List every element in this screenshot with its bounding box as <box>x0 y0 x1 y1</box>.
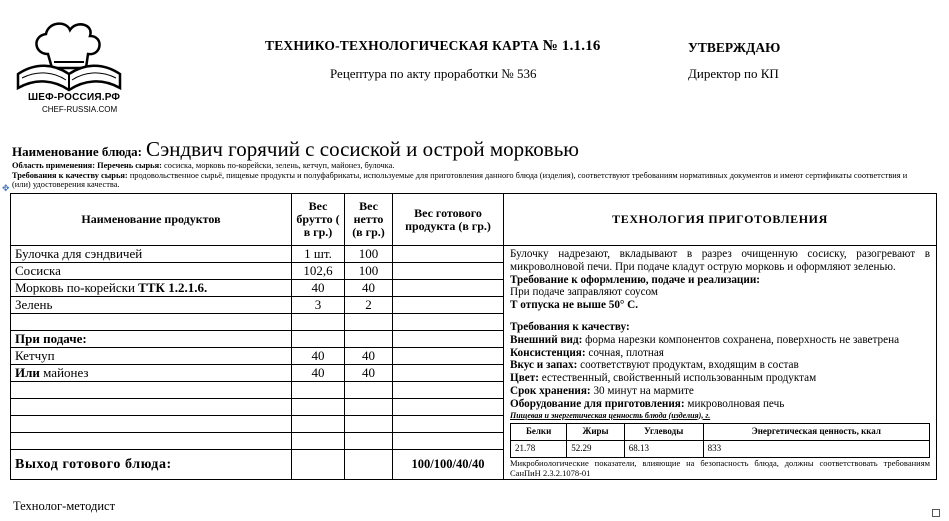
nutr-fat: 52.29 <box>567 440 624 457</box>
tech-card-table <box>10 193 937 480</box>
product-name <box>11 433 292 450</box>
nutrition-caption: Пищевая и энергетическая ценность блюда (изделия), г. <box>510 410 711 420</box>
gross-value <box>292 382 345 399</box>
logo-text-ru: ШЕФ-РОССИЯ.РФ <box>28 92 121 103</box>
quality-label: Требования к качеству: <box>510 320 630 333</box>
gross-value <box>292 314 345 331</box>
gross-value <box>292 331 345 348</box>
ready-value <box>393 348 504 365</box>
output-value: 100/100/40/40 <box>393 450 504 480</box>
product-name-cell <box>11 331 292 348</box>
gross-value: 40 <box>292 365 345 382</box>
ready-value <box>393 280 504 297</box>
storage-label: Срок хранения: <box>510 384 591 397</box>
nutr-header-energy: Энергетическая ценность, ккал <box>703 423 929 440</box>
card-number: № 1.1.16 <box>542 38 601 54</box>
product-name: Кетчуп <box>11 348 292 365</box>
serving-label: Требование к оформлению, подаче и реализации: <box>510 273 760 286</box>
card-title-text: ТЕХНИКО-ТЕХНОЛОГИЧЕСКАЯ КАРТА <box>265 38 540 53</box>
net-value <box>345 314 393 331</box>
nutrition-table <box>510 423 930 458</box>
scope-area-label: Область применения: <box>12 161 95 170</box>
nutr-header-protein: Белки <box>511 423 567 440</box>
net-value <box>345 331 393 348</box>
nutr-header-carbs: Углеводы <box>624 423 703 440</box>
product-name <box>11 399 292 416</box>
net-value: 100 <box>345 263 393 280</box>
tech-process-text: Булочку надрезают, вкладывают в разрез очищенную сосиску, разогревают в микроволновой печи. При подаче кладут острую морковь и оформляют зеленью. <box>510 248 930 273</box>
product-name: Булочка для сэндвичей <box>11 246 292 263</box>
logo <box>14 18 124 126</box>
output-label: Выход готового блюда: <box>11 450 292 480</box>
product-ttk-ref: ТТК 1.2.1.6. <box>138 280 208 295</box>
ready-value <box>393 365 504 382</box>
table-header-row <box>11 194 937 246</box>
net-value <box>345 416 393 433</box>
serving-temp: Т отпуска не выше 50° С. <box>510 299 639 312</box>
gross-value: 102,6 <box>292 263 345 280</box>
scope-req-text: продовольственное сырьё, пищевые продукты и полуфабрикаты, используемые для приготовления данного блюда (изделия), соответствуют требованиям нормативных документов и имеют сертификаты соответствия и (или) удостоверения качества. <box>12 170 908 190</box>
output-gross <box>292 450 345 480</box>
ready-value <box>393 314 504 331</box>
ready-value <box>393 297 504 314</box>
nutr-energy: 833 <box>703 440 929 457</box>
scope-list-text: сосиска, морковь по-корейски, зелень, кетчуп, майонез, булочка. <box>164 161 395 170</box>
nutr-header-fat: Жиры <box>567 423 624 440</box>
product-name: Сосиска <box>11 263 292 280</box>
ready-value <box>393 246 504 263</box>
card-title <box>265 38 601 55</box>
technology-cell <box>504 246 937 480</box>
gross-value <box>292 399 345 416</box>
consistency-label: Консистенция: <box>510 346 586 359</box>
storage-text: 30 минут на мармите <box>590 384 694 397</box>
color-text: естественный, свойственный использованным продуктам <box>538 372 817 385</box>
table-row <box>11 246 937 263</box>
chef-hat-book-icon <box>14 18 124 96</box>
dish-title <box>12 137 579 162</box>
ready-value <box>393 433 504 450</box>
scope-block <box>12 161 927 190</box>
nutr-protein: 21.78 <box>511 440 567 457</box>
col-header-tech: ТЕХНОЛОГИЯ ПРИГОТОВЛЕНИЯ <box>504 194 937 246</box>
product-name: майонез <box>39 365 89 380</box>
logo-text-en: CHEF-RUSSIA.COM <box>42 105 118 114</box>
ready-value <box>393 263 504 280</box>
ready-value <box>393 399 504 416</box>
product-name: Морковь по-корейски <box>15 280 139 295</box>
nutr-carbs: 68.13 <box>624 440 703 457</box>
col-header-ready: Вес готового продукта (в гр.) <box>393 194 504 246</box>
ready-value <box>393 331 504 348</box>
gross-value <box>292 416 345 433</box>
gross-value <box>292 433 345 450</box>
table-move-handle-icon[interactable]: ✥ <box>2 183 10 193</box>
product-name-cell <box>11 280 292 297</box>
dish-label: Наименование блюда: <box>12 144 142 159</box>
taste-text: соответствуют продуктам, входящим в состав <box>577 359 799 372</box>
net-value: 100 <box>345 246 393 263</box>
recipe-subtitle: Рецептура по акту проработки № 536 <box>330 66 537 81</box>
serving-text: При подаче заправляют соусом <box>510 286 659 299</box>
gross-value: 3 <box>292 297 345 314</box>
product-name: Зелень <box>11 297 292 314</box>
equipment-text: микроволновая печь <box>684 397 785 410</box>
net-value: 40 <box>345 280 393 297</box>
equipment-label: Оборудование для приготовления: <box>510 397 685 410</box>
col-header-gross: Вес брутто ( в гр.) <box>292 194 345 246</box>
product-name <box>11 416 292 433</box>
serving-section-label: При подаче: <box>15 331 87 346</box>
net-value <box>345 382 393 399</box>
director-label: Директор по КП <box>688 66 779 81</box>
product-or-label: Или <box>15 365 40 380</box>
ready-value <box>393 416 504 433</box>
consistency-text: сочная, плотная <box>585 346 664 359</box>
taste-label: Вкус и запах: <box>510 359 578 372</box>
output-net <box>345 450 393 480</box>
dish-name: Сэндвич горячий с сосиской и острой морковью <box>145 137 579 161</box>
scope-req-label: Требования к качеству сырья: <box>12 170 128 180</box>
scope-list-label: Перечень сырья: <box>97 161 162 170</box>
net-value: 40 <box>345 365 393 382</box>
technologist-signature: Технолог-методист <box>13 499 116 513</box>
net-value: 2 <box>345 297 393 314</box>
approve-label: УТВЕРЖДАЮ <box>688 40 781 55</box>
gross-value: 40 <box>292 280 345 297</box>
microbiology-text: Микробиологические показатели, влияющие на безопасность блюда, должны соответствовать требованиям СанПиН 2.3.2.1078-01 <box>510 457 930 478</box>
net-value: 40 <box>345 348 393 365</box>
product-name <box>11 314 292 331</box>
col-header-net: Вес нетто (в гр.) <box>345 194 393 246</box>
net-value <box>345 433 393 450</box>
ready-value <box>393 382 504 399</box>
product-name-cell <box>11 365 292 382</box>
resize-handle[interactable] <box>932 509 940 517</box>
col-header-product: Наименование продуктов <box>11 194 292 246</box>
look-text: форма нарезки компонентов сохранена, поверхность не заветрена <box>582 333 900 346</box>
color-label: Цвет: <box>510 372 539 385</box>
gross-value: 40 <box>292 348 345 365</box>
product-name <box>11 382 292 399</box>
net-value <box>345 399 393 416</box>
gross-value: 1 шт. <box>292 246 345 263</box>
look-label: Внешний вид: <box>510 333 583 346</box>
